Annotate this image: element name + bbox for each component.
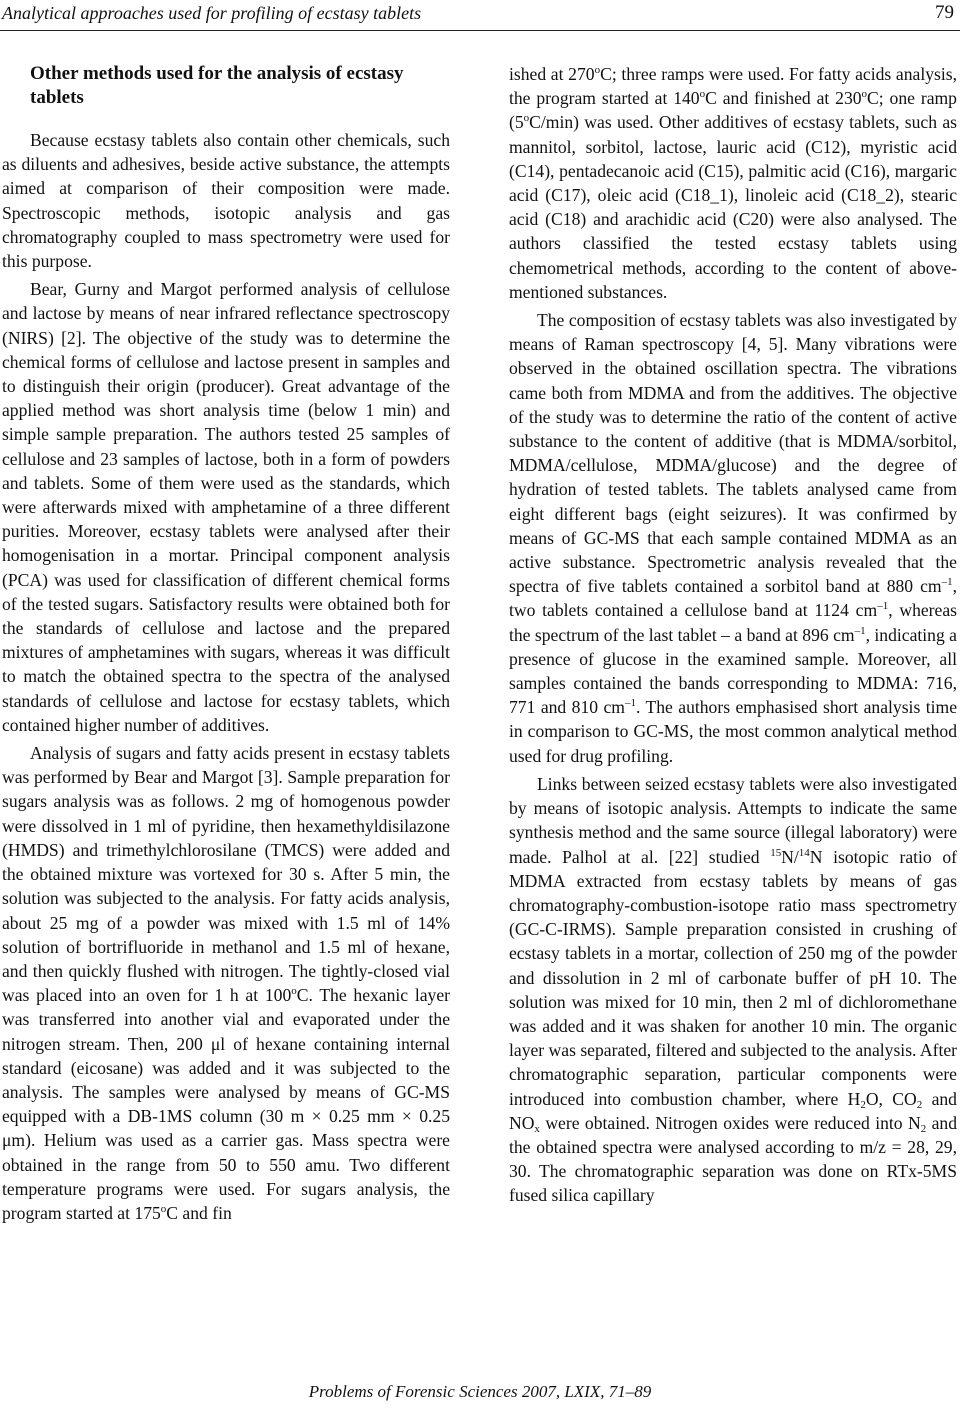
text-run: C. The hexanic layer was transferred into another vial and evaporated under the nitrogen stream. Then, 200 μl of hexane containing internal standard (eicosane) was added and it was subjected to the analysis. The samples were analysed by means of GC-MS equipped with a DB-1MS column (30 m × 0.25 mm × 0.25 μm). Helium was used as a carrier gas. Mass spectra were obtained in the range from 50 to 550 amu. Two different temperature programs were used. For sugars analysis, the program started at 175: [2, 985, 451, 1223]
section-heading: [2, 62, 450, 110]
text-run: O, CO: [865, 1088, 917, 1109]
running-title: Analytical approaches used for profiling of ecstasy tablets: [2, 3, 422, 23]
inverse-cm-sup: –1: [877, 600, 889, 613]
paragraph-left-3: [2, 741, 450, 1225]
inverse-cm-sup: –1: [941, 576, 953, 589]
subscript-2: 2: [916, 1098, 923, 1111]
left-column: [2, 62, 450, 1225]
degree-sup: o: [699, 88, 706, 101]
text-run: Links between seized ecstasy tablets were also investigated by means of isotopic analysis. Attempts to indicate the same synthesis method and the same source (illegal laboratory) were made. Palhol at al. [22] studied: [509, 773, 957, 867]
text-run: , whereas the spectrum of the last tablet – a band at 896 cm: [509, 600, 957, 645]
page-number: 79: [935, 2, 954, 23]
text-run: N/: [781, 846, 799, 867]
section-title: Other methods used for the analysis of ecstasy tablets: [30, 63, 404, 108]
text-run: , indicating a presence of glucose in the examined sample. Moreover, all samples contained the bands corresponding to MDMA: 716, 771 and 810 cm: [509, 624, 957, 718]
isotope-15-sup: 15: [770, 846, 782, 859]
text-run: C; three ramps were used. For fatty acids analysis, the program started at 140: [509, 64, 957, 109]
text-run: C; one ramp (5: [509, 88, 957, 133]
inverse-cm-sup: –1: [854, 624, 866, 637]
text-run: ished at 270: [509, 64, 595, 84]
page-footer: Problems of Forensic Sciences 2007, LXIX, 71–89: [308, 1382, 652, 1401]
paragraph-right-3: [509, 772, 957, 1208]
degree-sup: o: [861, 88, 868, 101]
isotope-14-sup: 14: [798, 846, 810, 859]
text-run: N isotopic ratio of MDMA extracted from ecstasy tablets by means of gas chromatography-combustion-isotope ratio mass spectrometry (GC-C-IRMS). Sample preparation consisted in crushing of ecstasy tablets in a mortar, collection of 250 mg of the powder and dissolution in 2 ml of carbonate buffer of pH 10. The solution was mixed for 10 min, then 2 ml of dichloromethane was added and it was shaken for another 10 min. The organic layer was separated, filtered and subjected to the analysis. After chromatographic separation, particular components were introduced into combustion chamber, where H: [509, 846, 957, 1109]
text-run: C/min) was used. Other additives of ecstasy tablets, such as mannitol, sorbitol, lactose, lauric acid (C12), myristic acid (C14), pentadecanoic acid (C15), palmitic acid (C16), margaric acid (C17), oleic acid (C18_1), linoleic acid (C18_2), stearic acid (C18) and arachidic acid (C20) were also analysed. The authors classified the tested ecstasy tablets using chemometrical methods, according to the content of above-mentioned substances.: [509, 112, 957, 302]
subscript-2: 2: [920, 1122, 927, 1135]
page-header: [0, 0, 960, 31]
section-number: [2, 62, 30, 86]
text-run: The composition of ecstasy tablets was also investigated by means of Raman spectroscopy [4, 5]. Many vibrations were observed in the obtained oscillation spectra. The vibrations came both from MDMA and from the additives. The objective of the study was to determine the ratio of the content of active substance to the content of additive (that is MDMA/sorbitol, MDMA/cellulose, MDMA/glucose) and the degree of hydration of tested tablets. The tablets analysed came from eight different bags (eight seizures). It was confirmed by means of GC-MS that each sample contained MDMA as an active substance. Spectrometric analysis revealed that the spectra of five tablets contained a sorbitol band at 880 cm: [509, 310, 957, 597]
paragraph-left-1: Because ecstasy tablets also contain other chemicals, such as diluents and adhesives, beside active substance, the attempts aimed at comparison of their composition were made. Spectroscopic methods, isotopic analysis and gas chromatography coupled to mass spectrometry were used for this purpose.: [2, 130, 450, 272]
paragraph-right-2: [509, 308, 957, 768]
text-run: were obtained. Nitrogen oxides were reduced into N: [539, 1112, 921, 1133]
degree-sup: o: [160, 1202, 167, 1215]
text-run: and NO: [509, 1088, 957, 1133]
right-column: [509, 62, 957, 1208]
paragraph-right-1: [509, 62, 957, 304]
text-run: Analysis of sugars and fatty acids present in ecstasy tablets was performed by Bear and Margot [3]. Sample preparation for sugars analysis was as follows. 2 mg of homogenous powder were dissolved in 1 ml of pyridine, then hexamethyldisilazone (HMDS) and trimethylchlorosilane (TMCS) were added and the obtained mixture was vortexed for 30 s. After 5 min, the solution was subjected to the analysis. For fatty acids analysis, about 25 mg of a powder was mixed with 1.5 ml of 14% solution of bortrifluoride in methanol and 1.5 ml of hexane, and then quickly flushed with nitrogen. The tightly-closed vial was placed into an oven for 1 h at 100: [2, 743, 450, 1006]
degree-sup: o: [523, 112, 530, 125]
degree-sup: o: [594, 64, 601, 76]
subscript-x: x: [534, 1122, 540, 1135]
paragraph-left-2: Bear, Gurny and Margot performed analysis of cellulose and lactose by means of near infrared reflectance spectroscopy (NIRS) [2]. The objective of the study was to determine the chemical forms of cellulose and lactose present in samples and to distinguish their origin (producer). Great advantage of the applied method was short analysis time (below 1 min) and simple sample preparation. The authors tested 25 samples of cellulose and 23 samples of lactose, both in a form of powders and tablets. Some of them were used as the standards, which were afterwards mixed with amphetamine of a three different purities. Moreover, ecstasy tablets were analysed after their homogenisation in a mortar. Principal component analysis (PCA) was used for classification of different chemical forms of the tested sugars. Satisfactory results were obtained both for the standards of cellulose and lactose and the prepared mixtures of amphetamines with sugars, whereas it was difficult to match the obtained spectra to the spectra of the analysed standards of cellulose and lactose for ecstasy tablets, which contained higher number of additives.: [2, 279, 450, 735]
text-run: C and fin: [166, 1202, 232, 1223]
text-run: C and finished at 230: [705, 88, 862, 109]
text-run: . The authors emphasised short analysis time in comparison to GC-MS, the most common analytical method used for drug profiling.: [509, 697, 957, 766]
inverse-cm-sup: –1: [624, 697, 636, 710]
text-run: , two tablets contained a cellulose band at 1124 cm: [509, 576, 957, 621]
text-run: and the obtained spectra were analysed according to m/z = 28, 29, 30. The chromatographic separation was done on RTx-5MS fused silica capillary: [509, 1112, 957, 1206]
subscript-2: 2: [860, 1098, 866, 1111]
degree-sup: o: [291, 985, 297, 998]
